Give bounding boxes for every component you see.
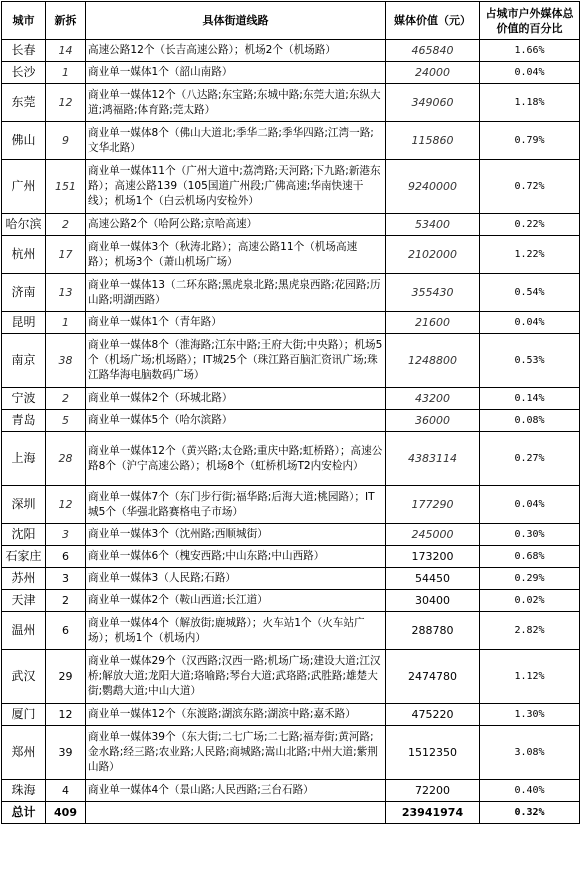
count-cell: 38 [46,334,86,388]
value-cell: 1512350 [386,726,480,780]
count-cell: 12 [46,486,86,524]
header-route: 具体街道线路 [86,2,386,40]
city-cell: 苏州 [2,568,46,590]
pct-cell: 1.18% [480,84,580,122]
route-cell: 商业单一媒体1个（韶山南路） [86,62,386,84]
pct-cell: 0.30% [480,524,580,546]
value-cell: 2102000 [386,236,480,274]
table-row [2,40,580,62]
value-cell: 288780 [386,612,480,650]
value-cell: 245000 [386,524,480,546]
value-cell: 9240000 [386,160,480,214]
pct-cell: 0.72% [480,160,580,214]
city-cell: 青岛 [2,410,46,432]
count-cell: 2 [46,388,86,410]
count-cell: 3 [46,524,86,546]
pct-cell: 0.54% [480,274,580,312]
total-pct: 0.32% [480,802,580,824]
route-cell: 商业单一媒体6个（槐安西路;中山东路;中山西路） [86,546,386,568]
value-cell: 4383114 [386,432,480,486]
route-cell: 商业单一媒体39个（东大街;二七广场;二七路;福寿街;黄河路;金水路;经三路;农业路;人民路;商城路;嵩山北路;中州大道;紫荆山路） [86,726,386,780]
pct-cell: 0.68% [480,546,580,568]
table-row [2,410,580,432]
route-cell: 商业单一媒体13（二环东路;黑虎泉北路;黑虎泉西路;花园路;历山路;明湖西路） [86,274,386,312]
value-cell: 475220 [386,704,480,726]
count-cell: 9 [46,122,86,160]
route-cell: 商业单一媒体7个（东门步行街;福华路;后海大道;桃园路）；IT城5个（华强北路赛格电子市场） [86,486,386,524]
city-cell: 沈阳 [2,524,46,546]
route-cell: 商业单一媒体11个（广州大道中;荔湾路;天河路;下九路;新港东路）；高速公路139（105国道广州段;广佛高速;华南快速干线）；机场1个（白云机场内安检外） [86,160,386,214]
table-row [2,62,580,84]
count-cell: 39 [46,726,86,780]
count-cell: 28 [46,432,86,486]
city-cell: 长春 [2,40,46,62]
table-row [2,612,580,650]
table-row [2,274,580,312]
count-cell: 2 [46,590,86,612]
pct-cell: 2.82% [480,612,580,650]
total-count: 409 [46,802,86,824]
city-cell: 温州 [2,612,46,650]
value-cell: 30400 [386,590,480,612]
route-cell: 商业单一媒体12个（黄兴路;太仓路;重庆中路;虹桥路）；高速公路8个（沪宁高速公路）；机场8个（虹桥机场T2内安检内） [86,432,386,486]
table-row [2,312,580,334]
city-cell: 济南 [2,274,46,312]
pct-cell: 0.53% [480,334,580,388]
pct-cell: 0.27% [480,432,580,486]
total-route [86,802,386,824]
route-cell: 商业单一媒体8个（淮海路;江东中路;王府大街;中央路）；机场5个（机场广场;机场路）；IT城25个（珠江路百脑汇资讯广场;珠江路华海电脑数码广场） [86,334,386,388]
table-row [2,650,580,704]
count-cell: 4 [46,780,86,802]
city-cell: 天津 [2,590,46,612]
table-row [2,432,580,486]
route-cell: 商业单一媒体12个（八达路;东宝路;东城中路;东莞大道;东纵大道;鸿福路;体育路;莞太路） [86,84,386,122]
table-body [2,40,580,824]
route-cell: 商业单一媒体12个（东渡路;湖滨东路;湖滨中路;嘉禾路） [86,704,386,726]
route-cell: 商业单一媒体8个（佛山大道北;季华二路;季华四路;江湾一路;文华北路） [86,122,386,160]
count-cell: 17 [46,236,86,274]
total-label: 总计 [2,802,46,824]
table-row [2,84,580,122]
city-cell: 珠海 [2,780,46,802]
table-row [2,590,580,612]
pct-cell: 0.04% [480,486,580,524]
total-value: 23941974 [386,802,480,824]
table-row [2,704,580,726]
value-cell: 465840 [386,40,480,62]
media-table [1,1,580,824]
value-cell: 1248800 [386,334,480,388]
count-cell: 14 [46,40,86,62]
pct-cell: 0.29% [480,568,580,590]
table-row [2,388,580,410]
table-row [2,160,580,214]
table-row [2,524,580,546]
route-cell: 商业单一媒体5个（哈尔滨路） [86,410,386,432]
pct-cell: 1.12% [480,650,580,704]
pct-cell: 1.66% [480,40,580,62]
city-cell: 上海 [2,432,46,486]
city-cell: 佛山 [2,122,46,160]
city-cell: 东莞 [2,84,46,122]
count-cell: 3 [46,568,86,590]
city-cell: 郑州 [2,726,46,780]
count-cell: 29 [46,650,86,704]
pct-cell: 0.79% [480,122,580,160]
table-row [2,546,580,568]
city-cell: 哈尔滨 [2,214,46,236]
table-row [2,122,580,160]
table-row [2,236,580,274]
pct-cell: 0.22% [480,214,580,236]
header-city: 城市 [2,2,46,40]
city-cell: 厦门 [2,704,46,726]
value-cell: 349060 [386,84,480,122]
value-cell: 355430 [386,274,480,312]
route-cell: 商业单一媒体29个（汉西路;汉西一路;机场广场;建设大道;江汉桥;解放大道;龙阳大道;珞喻路;琴台大道;武珞路;武胜路;雄楚大街;鹦鹉大道;中山大道） [86,650,386,704]
value-cell: 53400 [386,214,480,236]
pct-cell: 1.22% [480,236,580,274]
city-cell: 南京 [2,334,46,388]
count-cell: 2 [46,214,86,236]
table-row [2,568,580,590]
route-cell: 商业单一媒体3个（沈州路;西顺城街） [86,524,386,546]
route-cell: 商业单一媒体2个（鞍山西道;长江道） [86,590,386,612]
count-cell: 151 [46,160,86,214]
count-cell: 6 [46,612,86,650]
value-cell: 43200 [386,388,480,410]
value-cell: 177290 [386,486,480,524]
table-row [2,726,580,780]
route-cell: 商业单一媒体1个（青年路） [86,312,386,334]
value-cell: 36000 [386,410,480,432]
count-cell: 1 [46,312,86,334]
value-cell: 72200 [386,780,480,802]
pct-cell: 0.08% [480,410,580,432]
route-cell: 商业单一媒体4个（解放街;鹿城路）；火车站1个（火车站广场）；机场1个（机场内） [86,612,386,650]
pct-cell: 0.14% [480,388,580,410]
route-cell: 商业单一媒体2个（环城北路） [86,388,386,410]
pct-cell: 0.02% [480,590,580,612]
value-cell: 21600 [386,312,480,334]
city-cell: 深圳 [2,486,46,524]
header-value: 媒体价值（元） [386,2,480,40]
route-cell: 商业单一媒体3（人民路;石路） [86,568,386,590]
value-cell: 54450 [386,568,480,590]
header-row [2,2,580,40]
count-cell: 5 [46,410,86,432]
route-cell: 高速公路12个（长吉高速公路）；机场2个（机场路） [86,40,386,62]
value-cell: 115860 [386,122,480,160]
pct-cell: 0.04% [480,62,580,84]
count-cell: 1 [46,62,86,84]
header-count: 新拆 [46,2,86,40]
table-row [2,780,580,802]
value-cell: 173200 [386,546,480,568]
table-row [2,214,580,236]
pct-cell: 1.30% [480,704,580,726]
city-cell: 武汉 [2,650,46,704]
count-cell: 12 [46,84,86,122]
table-row [2,486,580,524]
city-cell: 杭州 [2,236,46,274]
route-cell: 商业单一媒体4个（景山路;人民西路;三台石路） [86,780,386,802]
pct-cell: 0.04% [480,312,580,334]
city-cell: 广州 [2,160,46,214]
value-cell: 24000 [386,62,480,84]
count-cell: 12 [46,704,86,726]
value-cell: 2474780 [386,650,480,704]
pct-cell: 3.08% [480,726,580,780]
city-cell: 宁波 [2,388,46,410]
city-cell: 石家庄 [2,546,46,568]
route-cell: 高速公路2个（哈阿公路;京哈高速） [86,214,386,236]
header-pct: 占城市户外媒体总价值的百分比 [480,2,580,40]
total-row [2,802,580,824]
route-cell: 商业单一媒体3个（秋涛北路）；高速公路11个（机场高速路）；机场3个（萧山机场广场） [86,236,386,274]
pct-cell: 0.40% [480,780,580,802]
count-cell: 6 [46,546,86,568]
city-cell: 长沙 [2,62,46,84]
city-cell: 昆明 [2,312,46,334]
count-cell: 13 [46,274,86,312]
table-row [2,334,580,388]
